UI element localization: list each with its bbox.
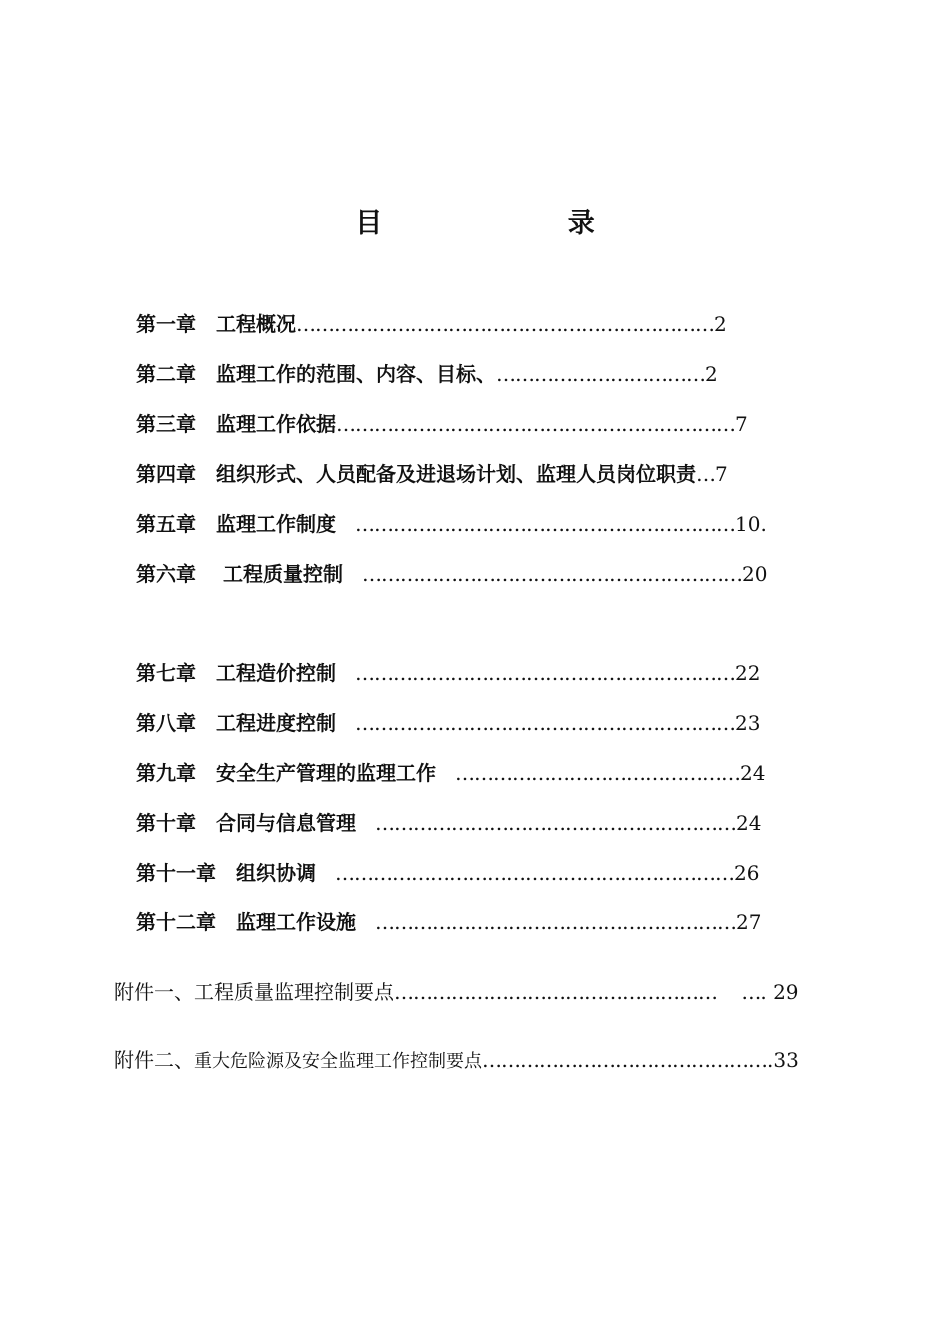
page-title: 目 录: [355, 208, 683, 239]
toc-entry-label: 附件一、工程质量监理控制要点: [114, 980, 394, 1004]
toc-dot-leader: ………………………………………………………: [336, 412, 735, 436]
toc-dot-leader: ………………………………………………………: [316, 861, 734, 885]
toc-page-number: .33: [767, 1048, 799, 1072]
toc-page-number: . 29: [760, 980, 799, 1004]
toc-dot-leader: ……………………………………………………: [336, 512, 735, 536]
toc-page-number: 10.: [735, 512, 767, 536]
toc-page-number: 22: [735, 661, 761, 685]
toc-entry-label: 第十一章 组织协调: [136, 861, 316, 885]
toc-entry-label: 第九章 安全生产管理的监理工作: [136, 761, 436, 785]
toc-page-number: 23: [735, 711, 761, 735]
toc-page-number: 7: [715, 462, 728, 486]
toc-entry-chapter-6[interactable]: [136, 559, 767, 589]
toc-entry-chapter-1[interactable]: [136, 309, 727, 339]
toc-entry-label: 重大危险源及安全监理工作控制要点: [194, 1051, 482, 1072]
toc-dot-leader: …: [696, 462, 715, 486]
toc-dot-leader: ……………………………………………………: [342, 562, 742, 586]
toc-entry-label: 第二章 监理工作的范围、内容、目标、: [136, 362, 496, 386]
toc-entry-chapter-2[interactable]: [136, 359, 718, 389]
toc-page-number: 27: [736, 910, 762, 934]
toc-entry-label: 第五章 监理工作制度: [136, 512, 336, 536]
toc-dot-leader: …………………………………………………………: [296, 312, 714, 336]
toc-entry-appendix-1[interactable]: [114, 977, 799, 1007]
toc-dot-leader: ……………………………………………………: [336, 711, 735, 735]
toc-entry-label: 第三章 监理工作依据: [136, 412, 336, 436]
toc-entry-label: 第一章 工程概况: [136, 312, 296, 336]
toc-dot-leader: …………………………………………… …: [394, 980, 761, 1004]
toc-page-number: 24: [736, 811, 762, 835]
toc-entry-prefix: 附件二、: [114, 1048, 194, 1072]
toc-dot-leader: ……………………………………………………: [336, 661, 735, 685]
toc-dot-leader: ………………………………………: [436, 761, 740, 785]
toc-page-number: 26: [734, 861, 760, 885]
toc-entry-label: 第十二章 监理工作设施: [136, 910, 356, 934]
toc-entry-chapter-5[interactable]: [136, 509, 767, 539]
toc-entry-chapter-4[interactable]: [136, 459, 728, 489]
toc-dot-leader: ……………………………: [496, 362, 705, 386]
toc-page-number: 2: [705, 362, 718, 386]
toc-entry-label: 第四章 组织形式、人员配备及进退场计划、监理人员岗位职责: [136, 462, 696, 486]
toc-entry-label: 第六章 工程质量控制: [136, 562, 343, 586]
toc-page-number: 7: [735, 412, 748, 436]
toc-entry-appendix-2[interactable]: [114, 1045, 799, 1075]
toc-entry-label: 第八章 工程进度控制: [136, 711, 336, 735]
toc-dot-leader: …………………………………………………: [356, 811, 736, 835]
toc-entry-chapter-8[interactable]: [136, 708, 760, 738]
toc-page-number: 20: [741, 562, 768, 586]
toc-entry-chapter-12[interactable]: [136, 907, 761, 937]
toc-entry-chapter-7[interactable]: [136, 658, 760, 688]
toc-entry-label: 第十章 合同与信息管理: [136, 811, 356, 835]
toc-page-number: 24: [740, 761, 766, 785]
toc-entry-chapter-11[interactable]: [136, 858, 759, 888]
toc-entry-label: 第七章 工程造价控制: [136, 661, 336, 685]
toc-dot-leader: …………………………………………………: [356, 910, 736, 934]
toc-entry-chapter-10[interactable]: [136, 808, 761, 838]
toc-entry-chapter-3[interactable]: [136, 409, 748, 439]
toc-entry-chapter-9[interactable]: [136, 758, 765, 788]
toc-dot-leader: ………………………………………: [482, 1048, 767, 1072]
toc-page-number: 2: [714, 312, 727, 336]
